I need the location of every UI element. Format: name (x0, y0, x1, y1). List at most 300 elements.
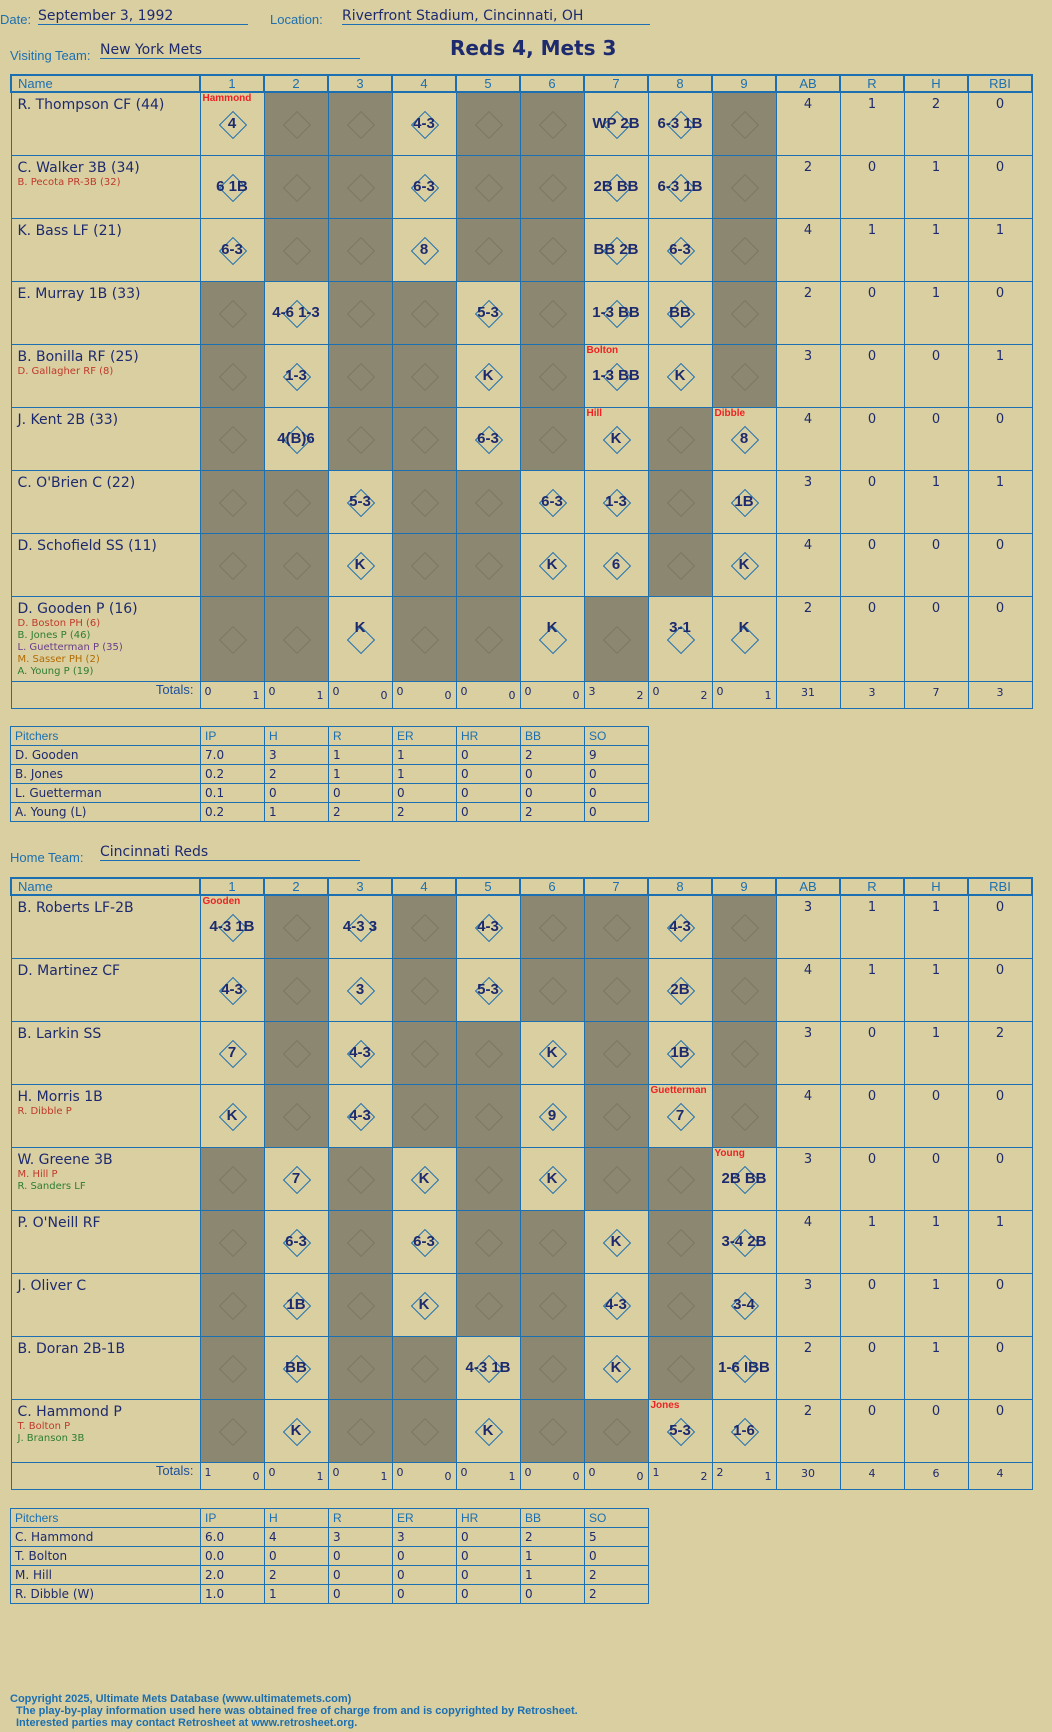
diamond-icon (219, 1229, 247, 1257)
play-result: 1-3 BB (592, 304, 640, 321)
play-result: 6-3 1B (657, 115, 703, 132)
pitcher-change-note: Jones (650, 1400, 680, 1411)
play-result: 6-3 (221, 241, 243, 258)
play-cell (392, 345, 456, 408)
play-cell (200, 156, 264, 219)
batting-stat: 1 (904, 282, 968, 345)
play-cell (712, 471, 776, 534)
play-cell (456, 959, 520, 1022)
play-cell (520, 92, 584, 156)
play-cell (392, 1274, 456, 1337)
batting-stat: 0 (840, 408, 904, 471)
play-cell (712, 156, 776, 219)
play-result: 6-3 1B (657, 178, 703, 195)
pitcher-change-note: Hill (586, 408, 603, 419)
play-cell (392, 597, 456, 682)
batting-stat: 1 (904, 471, 968, 534)
total-stat: 4 (968, 1463, 1032, 1490)
play-result: 3 (355, 981, 365, 998)
inning-hits: 1 (764, 689, 772, 702)
stat-header: RBI (968, 75, 1032, 92)
play-result: 9 (547, 1107, 557, 1124)
batter-row (11, 1148, 1032, 1211)
play-cell (712, 597, 776, 682)
batter-row (11, 959, 1032, 1022)
play-cell (712, 1148, 776, 1211)
play-cell (584, 1022, 648, 1085)
play-cell (648, 534, 712, 597)
play-cell (200, 534, 264, 597)
batter-row (11, 219, 1032, 282)
pitching-stat: 6.0 (201, 1528, 265, 1547)
diamond-icon (539, 977, 567, 1005)
play-cell (328, 1085, 392, 1148)
batting-stat: 0 (968, 959, 1032, 1022)
stat-header: AB (776, 75, 840, 92)
total-stat: 6 (904, 1463, 968, 1490)
visiting-team-value: New York Mets (100, 42, 360, 59)
pitcher-change-note: Young (714, 1148, 745, 1159)
play-cell (456, 1274, 520, 1337)
play-cell (200, 408, 264, 471)
batting-stat: 4 (776, 1085, 840, 1148)
play-cell (520, 1211, 584, 1274)
batter-name: C. Hammond P (17, 1404, 122, 1420)
diamond-icon (283, 552, 311, 580)
play-result: BB (285, 1359, 307, 1376)
batting-stat: 0 (904, 534, 968, 597)
play-result: K (418, 1170, 430, 1187)
batter-name-cell (11, 534, 200, 597)
copyright-line: Copyright 2025, Ultimate Mets Database (www.ultimatemets.com) (10, 1693, 352, 1705)
inning-hits: 1 (764, 1470, 772, 1483)
play-cell (328, 282, 392, 345)
play-cell (392, 1148, 456, 1211)
pitcher-row (11, 803, 649, 822)
play-cell (264, 408, 328, 471)
diamond-icon (475, 111, 503, 139)
batter-row (11, 1400, 1032, 1463)
inning-runs: 0 (460, 1466, 468, 1479)
batting-stat: 3 (776, 1274, 840, 1337)
play-cell (456, 282, 520, 345)
inning-header: 5 (456, 878, 520, 895)
batting-stat: 0 (840, 345, 904, 408)
batting-stat: 0 (904, 408, 968, 471)
play-result: 4-3 (413, 115, 435, 132)
pitching-stat: 3 (393, 1528, 457, 1547)
inning-runs: 0 (268, 685, 276, 698)
diamond-icon (219, 1355, 247, 1383)
diamond-icon (347, 1418, 375, 1446)
home-pitchers-table (10, 1508, 648, 1604)
pitching-stat: 0 (329, 1585, 393, 1604)
diamond-icon (219, 1292, 247, 1320)
play-cell (392, 534, 456, 597)
diamond-icon (539, 1292, 567, 1320)
batter-name-cell (11, 1148, 200, 1211)
diamond-icon (667, 489, 695, 517)
total-stat: 7 (904, 682, 968, 709)
play-cell (328, 1274, 392, 1337)
diamond-icon (411, 1418, 439, 1446)
batting-stat: 0 (840, 471, 904, 534)
inning-hits: 0 (636, 1470, 644, 1483)
inning-header: 4 (392, 878, 456, 895)
inning-header: 7 (584, 75, 648, 92)
play-cell (456, 597, 520, 682)
pitching-stat: 0 (457, 803, 521, 822)
play-cell (328, 1337, 392, 1400)
batter-row (11, 408, 1032, 471)
pitcher-change-note: Gooden (202, 896, 241, 907)
batter-name-cell (11, 597, 200, 682)
pitching-stat: 1 (393, 746, 457, 765)
pitching-header: HR (457, 727, 521, 746)
pitching-stat: 1.0 (201, 1585, 265, 1604)
batter-name-cell (11, 1211, 200, 1274)
batting-stat: 1 (840, 959, 904, 1022)
play-cell (392, 282, 456, 345)
diamond-icon (219, 489, 247, 517)
diamond-icon (411, 1355, 439, 1383)
batting-stat: 1 (904, 1211, 968, 1274)
totals-row (11, 682, 1032, 709)
total-stat: 3 (968, 682, 1032, 709)
batter-name-cell (11, 959, 200, 1022)
pitcher-change-note: Guetterman (650, 1085, 707, 1096)
play-cell (712, 345, 776, 408)
play-cell (584, 895, 648, 959)
batter-name: B. Larkin SS (17, 1026, 102, 1042)
play-cell (520, 959, 584, 1022)
pitching-stat: 1 (329, 765, 393, 784)
diamond-icon (475, 1229, 503, 1257)
batter-name: E. Murray 1B (33) (17, 286, 141, 302)
batting-stat: 1 (904, 959, 968, 1022)
play-cell (584, 219, 648, 282)
play-cell (200, 1400, 264, 1463)
location-label: Location: (270, 12, 323, 27)
batter-name: C. Walker 3B (34) (17, 160, 140, 176)
play-result: BB 2B (593, 241, 639, 258)
play-cell (712, 895, 776, 959)
play-result: 5-3 (669, 1422, 691, 1439)
pitcher-name: R. Dibble (W) (11, 1585, 201, 1604)
pitcher-change-note: Hammond (202, 93, 252, 104)
batting-stat: 3 (776, 345, 840, 408)
substitute-name: B. Jones P (46) (17, 630, 91, 641)
total-stat: 31 (776, 682, 840, 709)
diamond-icon (411, 1040, 439, 1068)
play-cell (520, 471, 584, 534)
play-cell (392, 471, 456, 534)
play-cell (392, 219, 456, 282)
play-result: 6 1B (216, 178, 248, 195)
batting-stat: 0 (840, 1085, 904, 1148)
play-cell (584, 959, 648, 1022)
batting-stat: 4 (776, 219, 840, 282)
inning-runs: 0 (460, 685, 468, 698)
play-result: 4-3 (221, 981, 243, 998)
play-cell (520, 1274, 584, 1337)
inning-header: 2 (264, 75, 328, 92)
play-cell (392, 1211, 456, 1274)
play-cell (520, 895, 584, 959)
play-cell (584, 471, 648, 534)
diamond-icon (219, 552, 247, 580)
play-cell (456, 92, 520, 156)
diamond-icon (731, 1040, 759, 1068)
play-cell (328, 1400, 392, 1463)
diamond-icon (283, 626, 311, 654)
diamond-icon (283, 489, 311, 517)
batting-stat: 0 (840, 597, 904, 682)
batter-name: D. Gooden P (16) (17, 601, 138, 617)
play-result: K (674, 367, 686, 384)
batting-stat: 1 (968, 1211, 1032, 1274)
play-cell (520, 1022, 584, 1085)
inning-total (200, 1463, 264, 1490)
play-cell (264, 597, 328, 682)
inning-hits: 0 (380, 689, 388, 702)
stat-header: H (904, 75, 968, 92)
stat-header: AB (776, 878, 840, 895)
substitute-name: J. Branson 3B (17, 1433, 85, 1444)
play-cell (520, 1400, 584, 1463)
inning-total (456, 682, 520, 709)
pitching-stat: 0 (457, 1547, 521, 1566)
game-result: Reds 4, Mets 3 (450, 36, 617, 60)
name-header: Name (11, 878, 200, 895)
play-result: K (546, 1170, 558, 1187)
batter-row (11, 282, 1032, 345)
play-cell (328, 219, 392, 282)
pitching-stat: 0 (329, 1547, 393, 1566)
play-cell (648, 1400, 712, 1463)
home-grid-table (10, 877, 1033, 1490)
play-cell (648, 1085, 712, 1148)
play-result: 5-3 (477, 304, 499, 321)
diamond-icon (475, 1103, 503, 1131)
batting-stat: 0 (968, 1337, 1032, 1400)
batting-stat: 0 (840, 1148, 904, 1211)
play-cell (520, 408, 584, 471)
inning-header: 9 (712, 75, 776, 92)
pitching-stat: 1 (521, 1547, 585, 1566)
diamond-icon (347, 426, 375, 454)
diamond-icon (283, 977, 311, 1005)
batting-stat: 1 (904, 895, 968, 959)
play-cell (584, 92, 648, 156)
diamond-icon (603, 1040, 631, 1068)
play-cell (264, 282, 328, 345)
batting-stat: 2 (776, 597, 840, 682)
diamond-icon (475, 489, 503, 517)
play-result: 4-3 (349, 1107, 371, 1124)
play-result: K (738, 556, 750, 573)
pitching-stat: 0 (585, 803, 649, 822)
batter-row (11, 1274, 1032, 1337)
totals-row (11, 1463, 1032, 1490)
play-result: K (610, 430, 622, 447)
play-cell (200, 1211, 264, 1274)
inning-header: 4 (392, 75, 456, 92)
pitching-stat: 2 (585, 1585, 649, 1604)
diamond-icon (731, 977, 759, 1005)
batter-name-cell (11, 408, 200, 471)
pitching-stat: 0.1 (201, 784, 265, 803)
date-value: September 3, 1992 (38, 8, 248, 25)
play-cell (712, 1022, 776, 1085)
play-cell (584, 1337, 648, 1400)
play-result: 7 (227, 1044, 237, 1061)
batter-name-cell (11, 471, 200, 534)
inning-total (712, 682, 776, 709)
play-result: 2B BB (593, 178, 639, 195)
pitching-stat: 0 (393, 784, 457, 803)
diamond-icon (603, 914, 631, 942)
inning-runs: 0 (652, 685, 660, 698)
play-result: K (482, 1422, 494, 1439)
diamond-icon (539, 300, 567, 328)
batting-stat: 0 (968, 895, 1032, 959)
diamond-icon (731, 914, 759, 942)
batter-name-cell (11, 1400, 200, 1463)
diamond-icon (347, 1229, 375, 1257)
play-cell (392, 959, 456, 1022)
batting-stat: 2 (776, 1400, 840, 1463)
batting-stat: 1 (840, 895, 904, 959)
diamond-icon (667, 426, 695, 454)
batting-stat: 1 (904, 219, 968, 282)
batting-stat: 0 (968, 597, 1032, 682)
batter-name-cell (11, 282, 200, 345)
batting-stat: 0 (840, 282, 904, 345)
pitching-stat: 0 (329, 784, 393, 803)
play-result: BB (669, 304, 691, 321)
play-cell (712, 282, 776, 345)
pitcher-name: C. Hammond (11, 1528, 201, 1547)
pitching-stat: 0 (457, 746, 521, 765)
play-result: K (354, 619, 366, 636)
pitching-stat: 0 (585, 1547, 649, 1566)
play-cell (200, 282, 264, 345)
pitching-stat: 0 (521, 765, 585, 784)
batter-row (11, 1337, 1032, 1400)
play-cell (264, 534, 328, 597)
play-result: 1B (286, 1296, 306, 1313)
pitcher-name: M. Hill (11, 1566, 201, 1585)
pitching-header: H (265, 1509, 329, 1528)
pitching-header: ER (393, 727, 457, 746)
stat-header: H (904, 878, 968, 895)
pitching-stat: 2 (265, 765, 329, 784)
diamond-icon (347, 1355, 375, 1383)
diamond-icon (667, 552, 695, 580)
substitute-name: T. Bolton P (17, 1421, 71, 1432)
diamond-icon (603, 1103, 631, 1131)
inning-hits: 1 (252, 689, 260, 702)
batter-name: P. O'Neill RF (17, 1215, 101, 1231)
play-cell (648, 219, 712, 282)
diamond-icon (475, 1040, 503, 1068)
batter-name: B. Bonilla RF (25) (17, 349, 139, 365)
play-result: 1-3 (605, 493, 627, 510)
play-cell (648, 92, 712, 156)
diamond-icon (475, 626, 503, 654)
inning-total (392, 682, 456, 709)
diamond-icon (347, 174, 375, 202)
play-cell (264, 471, 328, 534)
play-result: 7 (675, 1107, 685, 1124)
pitching-header: R (329, 727, 393, 746)
pitching-header: BB (521, 1509, 585, 1528)
batting-stat: 1 (904, 1337, 968, 1400)
inning-hits: 1 (316, 689, 324, 702)
play-cell (584, 1274, 648, 1337)
play-cell (648, 345, 712, 408)
diamond-icon (347, 1166, 375, 1194)
play-cell (456, 471, 520, 534)
play-cell (456, 534, 520, 597)
play-cell (648, 156, 712, 219)
play-cell (648, 1022, 712, 1085)
inning-total (200, 682, 264, 709)
inning-runs: 0 (396, 685, 404, 698)
play-cell (264, 1085, 328, 1148)
visitors-grid-table (10, 74, 1033, 709)
play-cell (712, 92, 776, 156)
play-result: 5-3 (477, 981, 499, 998)
diamond-icon (411, 363, 439, 391)
inning-runs: 0 (268, 1466, 276, 1479)
visiting-team-label: Visiting Team: (10, 48, 91, 63)
batting-stat: 1 (904, 1022, 968, 1085)
batting-stat: 1 (968, 345, 1032, 408)
play-result: 8 (739, 430, 749, 447)
diamond-icon (411, 426, 439, 454)
batter-row (11, 92, 1032, 156)
batter-name: H. Morris 1B (17, 1089, 103, 1105)
inning-hits: 1 (380, 1470, 388, 1483)
diamond-icon (219, 1166, 247, 1194)
pitching-stat: 3 (265, 746, 329, 765)
batting-stat: 1 (840, 1211, 904, 1274)
diamond-icon (347, 300, 375, 328)
pitcher-row (11, 1566, 649, 1585)
inning-total (264, 682, 328, 709)
play-cell (712, 959, 776, 1022)
name-header: Name (11, 75, 200, 92)
inning-hits: 2 (700, 689, 708, 702)
diamond-icon (667, 1229, 695, 1257)
batting-stat: 3 (776, 1148, 840, 1211)
date-label: Date: (0, 12, 32, 27)
home-team-value: Cincinnati Reds (100, 844, 360, 861)
play-cell (584, 1148, 648, 1211)
play-result: 1B (670, 1044, 690, 1061)
inning-total (520, 1463, 584, 1490)
pitching-stat: 0 (393, 1547, 457, 1566)
play-cell (392, 1085, 456, 1148)
batting-stat: 0 (968, 1274, 1032, 1337)
pitching-stat: 0 (457, 1528, 521, 1547)
inning-header: 1 (200, 75, 264, 92)
substitute-name: A. Young P (19) (17, 666, 94, 677)
play-cell (328, 1211, 392, 1274)
pitcher-name: D. Gooden (11, 746, 201, 765)
